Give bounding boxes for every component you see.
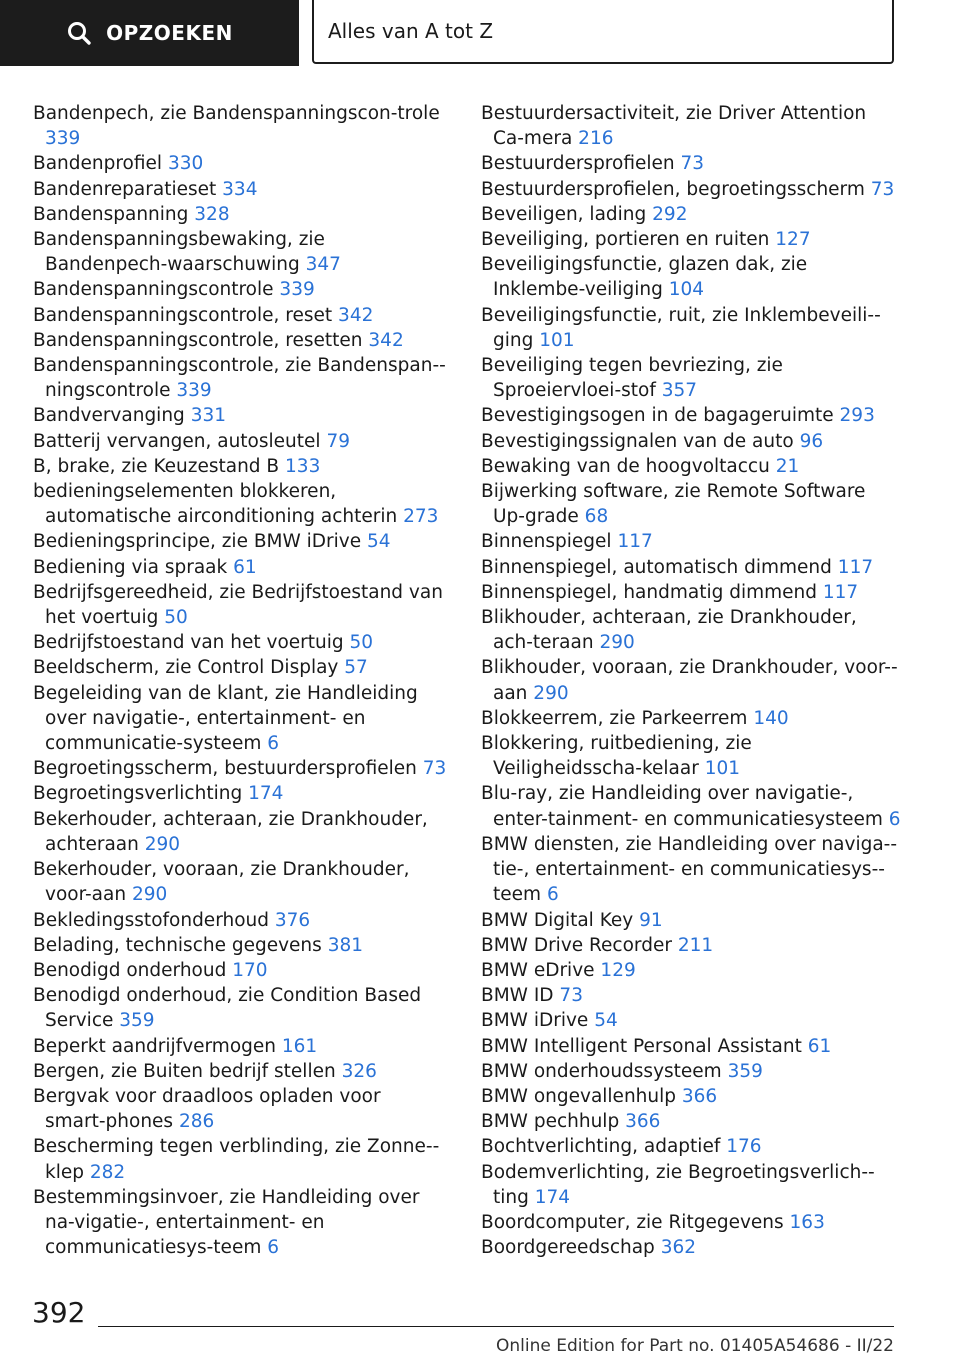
index-entry-text: Bekledingsstofonderhoud [33,909,269,931]
index-entry-text: Blu-ray, zie Handleiding over navigatie-, enter-tainment- en communicatiesysteem [481,783,883,830]
index-page-link[interactable]: 326 [341,1060,377,1082]
index-entry [33,756,453,781]
index-entry [481,555,901,580]
index-page-link[interactable]: 117 [837,556,874,578]
index-entry [481,479,901,529]
index-entry [481,983,901,1008]
index-entry-text: BMW pechhulp [481,1111,620,1133]
index-page-link[interactable]: 211 [677,934,714,956]
index-entry-text: Batterij vervangen, autosleutel [33,430,321,452]
index-page-link[interactable]: 6 [888,808,901,830]
index-entry-text: Blokkering, ruitbediening, zie Veiligheidsscha-kelaar [481,733,752,780]
index-column-right [481,101,901,1260]
index-page-link[interactable]: 330 [167,153,204,175]
index-page-link[interactable]: 339 [279,279,315,301]
index-page-link[interactable]: 6 [267,1237,280,1259]
index-entry [481,933,901,958]
index-entry-text: Benodigd onderhoud, zie Condition Based Service [33,985,422,1032]
index-entry-text: Blikhouder, vooraan, zie Drankhouder, voor-aan [481,657,898,704]
index-entry-text: Beperkt aandrijfvermogen [33,1035,276,1057]
index-page-link[interactable]: 50 [349,632,374,654]
index-entry-text: Bergvak voor draadloos opladen voor smart-phones [33,1085,381,1133]
index-page-link[interactable]: 286 [178,1111,215,1133]
section-title: Alles van A tot Z [328,19,494,43]
index-page-link[interactable]: 290 [533,682,569,704]
index-entry [33,353,453,403]
index-entry [33,908,453,933]
index-page-link[interactable]: 6 [267,733,280,755]
index-page-link[interactable]: 376 [274,909,311,931]
index-entry-text: Bescherming tegen verblinding, zie Zonne-klep [33,1136,440,1183]
index-entry-text: Bedrijfstoestand van het voertuig [33,632,344,654]
index-entry-text: Bedrijfsgereedheid, zie Bedrijfstoestand van het voertuig [33,581,443,629]
footer-divider [98,1326,894,1327]
index-entry [481,731,901,781]
index-page-link[interactable]: 117 [822,581,859,603]
index-entry [33,328,453,353]
index-entry [33,529,453,554]
index-page-link[interactable]: 101 [539,329,575,351]
index-entry [481,353,901,403]
index-entry-text: Blokkeerrem, zie Parkeerrem [481,707,748,729]
index-page-link[interactable]: 174 [534,1186,571,1208]
index-entry-text: Bijwerking software, zie Remote Software Up-grade [481,481,866,528]
index-entry-text: Beveiligingsfunctie, glazen dak, zie Inklembe-veiliging [481,254,808,301]
index-column-left [33,101,453,1260]
search-tab-label: OPZOEKEN [106,21,233,45]
index-page-link[interactable]: 328 [194,203,230,225]
index-page-link[interactable]: 73 [870,178,895,200]
index-entry-text: Benodigd onderhoud [33,959,227,981]
index-entry [33,303,453,328]
index-page-link[interactable]: 140 [753,707,789,729]
index-entry [33,933,453,958]
index-entry-text: Bestemmingsinvoer, zie Handleiding over na-vigatie-, entertainment- en communicatiesys-teem [33,1186,420,1259]
index-entry [33,454,453,479]
index-entry [33,1059,453,1084]
index-page-link[interactable]: 170 [232,959,268,981]
index-entry [481,1134,901,1159]
index-entry-text: Bandenspanningscontrole [33,279,274,301]
index-entry [481,252,901,302]
index-entry-text: bedieningselementen blokkeren, automatische airconditioning achterin [33,481,398,528]
index-page-link[interactable]: 79 [326,430,350,452]
index-entry-text: Belading, technische gegevens [33,934,322,956]
index-page-link[interactable]: 96 [799,430,824,452]
index-entry-text: Bestuurdersactiviteit, zie Driver Attention Ca-mera [481,103,867,150]
index-page-link[interactable]: 293 [839,405,875,427]
index-entry-text: Binnenspiegel, handmatig dimmend [481,581,817,603]
index-entry-text: Bandvervanging [33,405,185,427]
index-entry-text: Blikhouder, achteraan, zie Drankhouder, ach-teraan [481,607,857,654]
index-entry [33,101,453,151]
search-tab[interactable] [0,0,299,66]
index-page-link[interactable]: 91 [639,909,663,931]
index-entry-text: Beveiliging, portieren en ruiten [481,229,770,251]
index-entry-text: Begroetingsscherm, bestuurdersprofielen [33,758,417,780]
index-entry [481,781,901,831]
index-entry [33,403,453,428]
index-page-link[interactable]: 339 [45,128,81,150]
index-entry-text: Bedieningsprincipe, zie BMW iDrive [33,531,362,553]
index-entry-text: Bergen, zie Buiten bedrijf stellen [33,1060,336,1082]
index-page-link[interactable]: 290 [599,632,635,654]
index-entry-text: B, brake, zie Keuzestand B [33,455,280,477]
index-entry-text: Bodemverlichting, zie Begroetingsverlich-ting [481,1161,875,1208]
index-entry-text: Bandenprofiel [33,153,163,175]
index-entry [33,277,453,302]
index-entry [481,1084,901,1109]
index-entry [33,1134,453,1184]
index-page-link[interactable]: 50 [164,607,188,629]
page-number: 392 [32,1296,86,1329]
search-icon [66,20,92,46]
index-entry-text: BMW Drive Recorder [481,934,672,956]
index-page-link[interactable]: 359 [727,1060,763,1082]
index-entry-text: Bandenpech, zie Bandenspanningscon-trole [33,103,440,124]
index-entry-text: Binnenspiegel, automatisch dimmend [481,556,832,578]
index-entry [481,580,901,605]
index-entry-text: BMW Digital Key [481,909,634,931]
index-page-link[interactable]: 216 [578,128,614,150]
index-entry [33,807,453,857]
index-page-link[interactable]: 133 [285,455,321,477]
index-entry [481,1008,901,1033]
index-entry-text: Beveiligingsfunctie, ruit, zie Inklembeveili-ging [481,304,881,351]
index-entry [481,958,901,983]
index-page-link[interactable]: 57 [344,657,368,679]
index-entry-text: Boordgereedschap [481,1237,655,1259]
index-entry [481,832,901,908]
index-page-link[interactable]: 290 [144,833,181,855]
index-entry-text: Bevestigingsogen in de bagageruimte [481,405,834,427]
index-entry-text: Bandenspanningscontrole, resetten [33,329,363,351]
index-page-link[interactable]: 6 [546,884,559,906]
index-entry-text: Boordcomputer, zie Ritgegevens [481,1211,784,1233]
index-page-link[interactable]: 339 [176,380,212,402]
index-page-link[interactable]: 127 [775,229,811,251]
index-page-link[interactable]: 163 [789,1211,825,1233]
index-page-link[interactable]: 101 [704,758,740,780]
index-entry [481,101,901,151]
index-entry [33,983,453,1033]
index-page-link[interactable]: 342 [338,304,374,326]
index-entry [481,1109,901,1134]
index-page-link[interactable]: 61 [233,556,257,578]
index-page-link[interactable]: 54 [594,1010,618,1032]
index-page-link[interactable]: 161 [281,1035,318,1057]
index-entry [33,479,453,529]
index-entry-text: Bekerhouder, achteraan, zie Drankhouder, achteraan [33,808,428,855]
index-entry-text: Bevestigingssignalen van de auto [481,430,794,452]
index-page-link[interactable]: 54 [367,531,391,553]
index-page-link[interactable]: 347 [305,254,341,276]
index-page-link[interactable]: 68 [584,506,609,528]
index-page-link[interactable]: 176 [726,1136,762,1158]
index-entry-text: Bandenspanning [33,203,189,225]
index-entry-text: Bewaking van de hoogvoltaccu [481,455,770,477]
index-entry-text: BMW diensten, zie Handleiding over naviga-tie-, entertainment- en communicatiesys-teem [481,833,898,906]
index-entry [33,429,453,454]
index-entry-text: Bestuurdersprofielen [481,153,675,175]
index-entry [481,303,901,353]
index-entry [33,781,453,806]
index-entry-text: Beveiligen, lading [481,203,647,225]
index-entry-text: BMW ongevallenhulp [481,1085,676,1107]
index-page-link[interactable]: 117 [617,531,653,553]
index-page-link[interactable]: 362 [660,1237,697,1259]
index-page-link[interactable]: 282 [89,1161,126,1183]
header [0,0,960,66]
index-entry-text: Beveiliging tegen bevriezing, zie Sproeiervloei-stof [481,355,783,402]
index-page-link[interactable]: 104 [668,279,705,301]
index-entry [33,580,453,630]
index-entry [481,1059,901,1084]
index-entry [33,655,453,680]
footer-edition: Online Edition for Part no. 01405A54686 - II/22 [495,1336,894,1356]
index-page-link[interactable]: 366 [625,1111,661,1133]
index-entry [33,202,453,227]
index-entry [481,202,901,227]
index-entry-text: Bestuurdersprofielen, begroetingsscherm [481,178,865,200]
index-entry [481,403,901,428]
index-entry-text: Bediening via spraak [33,556,228,578]
index-entry-text: BMW onderhoudssysteem [481,1060,722,1082]
index-entry-text: Bandenspanningscontrole, reset [33,304,333,326]
index-entry [481,177,901,202]
index-page-link[interactable]: 21 [775,455,800,477]
index-entry [33,1185,453,1261]
index-page-link[interactable]: 73 [422,758,447,780]
index-entry-text: BMW ID [481,985,554,1007]
index-page-link[interactable]: 381 [327,934,364,956]
index-entry [33,177,453,202]
index-entry [481,529,901,554]
index-entry-text: BMW eDrive [481,959,595,981]
index-entry-text: BMW Intelligent Personal Assistant [481,1035,802,1057]
index-entry-text: Bochtverlichting, adaptief [481,1136,721,1158]
index-page-link[interactable]: 342 [368,329,404,351]
section-title-tab[interactable] [312,0,894,64]
index-entry [481,1210,901,1235]
index-entry-text: Begroetingsverlichting [33,783,243,805]
index-entry [481,706,901,731]
index-entry-text: Bandenspanningsbewaking, zie Bandenpech-waarschuwing [33,229,325,276]
index-entry-text: Bekerhouder, vooraan, zie Drankhouder, voor-aan [33,859,410,906]
index-entry [481,908,901,933]
index-entry-text: Beeldscherm, zie Control Display [33,657,339,679]
index-entry [481,655,901,705]
index-entry [481,605,901,655]
index-page-link[interactable]: 73 [559,985,583,1007]
index-page-link[interactable]: 357 [661,380,698,402]
index-page-link[interactable]: 366 [681,1085,718,1107]
index-entry [481,454,901,479]
index-entry [481,1160,901,1210]
index-page-link[interactable]: 331 [190,405,226,427]
index-entry [33,555,453,580]
index-entry [33,958,453,983]
index-entry-text: Bandenreparatieset [33,178,217,200]
index-entry [481,1034,901,1059]
index-entry-text: Begeleiding van de klant, zie Handleiding over navigatie-, entertainment- en communicatie-systeem [33,682,418,755]
index-entry [33,857,453,907]
index-entry [33,1084,453,1134]
index-entry-text: Binnenspiegel [481,531,612,553]
index-page-link[interactable]: 61 [807,1035,832,1057]
index-page-link[interactable]: 273 [403,506,439,528]
index-page-link[interactable]: 292 [652,203,688,225]
index-entry [33,227,453,277]
index-entry [33,630,453,655]
index-page-link[interactable]: 129 [600,959,636,981]
index-entry [33,681,453,757]
index-page-link[interactable]: 334 [222,178,258,200]
index-entry-text: BMW iDrive [481,1010,589,1032]
index-page-link[interactable]: 73 [680,153,705,175]
index-page-link[interactable]: 290 [131,884,168,906]
index-entry-text: Bandenspanningscontrole, zie Bandenspan-ningscontrole [33,355,446,402]
index-entry [481,1235,901,1260]
index-page-link[interactable]: 359 [119,1010,155,1032]
index-entry [33,1034,453,1059]
index-entry [481,429,901,454]
index-page-link[interactable]: 174 [248,783,284,805]
index-entry [33,151,453,176]
index-entry [481,227,901,252]
index-entry [481,151,901,176]
